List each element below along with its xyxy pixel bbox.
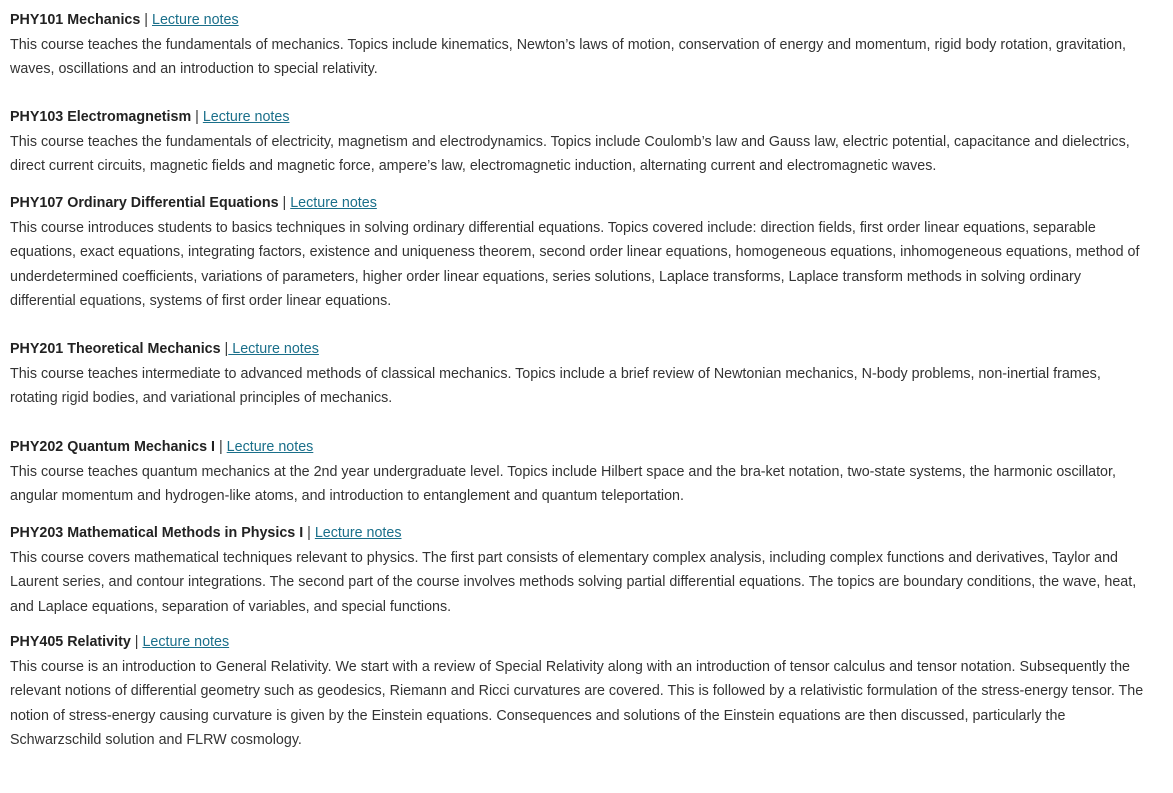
course-phy107	[10, 191, 1148, 314]
course-title: PHY101 Mechanics	[10, 12, 141, 28]
lecture-notes-link-phy107[interactable]: Lecture notes	[290, 195, 377, 211]
course-header	[10, 8, 1148, 33]
course-phy405	[10, 630, 1148, 753]
course-title: PHY107 Ordinary Differential Equations	[10, 195, 279, 211]
course-description: This course teaches intermediate to advanced methods of classical mechanics. Topics include a brief review of Newtonian mechanics, N-body problems, non-inertial frames, rotating rigid bodies, and variational principles of mechanics.	[10, 365, 1101, 406]
separator: |	[278, 195, 291, 211]
course-description: This course covers mathematical techniques relevant to physics. The first part consists of elementary complex analysis, including complex functions and derivatives, Taylor and Laurent series, and contour integrations. The second part of the course involves methods solving partial differential equations. The topics are boundary conditions, the wave, heat, and Laplace equations, separation of variables, and special functions.	[10, 549, 1137, 615]
course-title: PHY405 Relativity	[10, 634, 131, 650]
course-description: This course teaches the fundamentals of mechanics. Topics include kinematics, Newton’s laws of motion, conservation of energy and momentum, rigid body rotation, gravitation, waves, oscillations and an introduction to special relativity.	[10, 36, 1126, 77]
course-phy201	[10, 337, 1148, 411]
separator: |	[215, 439, 227, 455]
course-phy101	[10, 8, 1148, 82]
course-description: This course teaches quantum mechanics at the 2nd year undergraduate level. Topics include Hilbert space and the bra-ket notation, two-state systems, the harmonic oscillator, angular momentum and hydrogen-like atoms, and introduction to entanglement and quantum teleportation.	[10, 463, 1116, 504]
separator: |	[130, 634, 143, 650]
course-phy103	[10, 105, 1148, 179]
course-description: This course is an introduction to General Relativity. We start with a review of Special Relativity along with an introduction of tensor calculus and tensor notation. Subsequently the relevant notions of differential geometry such as geodesics, Riemann and Ricci curvatures are covered. This is followed by a relativistic formulation of the stress-energy tensor. The notion of stress-energy causing curvature is given by the Einstein equations. Consequences and solutions of the Einstein equations are then discussed, particularly the Schwarzschild solution and FLRW cosmology.	[10, 658, 1144, 748]
course-header	[10, 191, 1148, 216]
course-phy202	[10, 435, 1148, 509]
separator: |	[191, 109, 203, 125]
course-title: PHY202 Quantum Mechanics I	[10, 439, 215, 455]
lecture-notes-link-phy101[interactable]: Lecture notes	[152, 12, 239, 28]
course-header	[10, 630, 1148, 655]
separator: |	[140, 12, 152, 28]
course-description: This course introduces students to basics techniques in solving ordinary differential equations. Topics covered include: direction fields, first order linear equations, separable equations, exact equations, integrating factors, existence and uniqueness theorem, second order linear equations, homogeneous equations, inhomogeneous equations, method of underdetermined coefficients, variations of parameters, higher order linear equations, series solutions, Laplace transforms, Laplace transform methods in solving ordinary differential equations, systems of first order linear equations.	[10, 219, 1140, 309]
course-header	[10, 337, 1148, 362]
course-header	[10, 521, 1148, 546]
course-description: This course teaches the fundamentals of electricity, magnetism and electrodynamics. Topics include Coulomb’s law and Gauss law, electric potential, capacitance and dielectrics, direct current circuits, magnetic fields and magnetic force, ampere’s law, electromagnetic induction, alternating current and electromagnetic waves.	[10, 133, 1130, 174]
separator: |	[220, 341, 229, 357]
course-header	[10, 105, 1148, 130]
separator: |	[303, 525, 315, 541]
lecture-notes-link-phy201[interactable]: Lecture notes	[228, 341, 319, 357]
course-title: PHY203 Mathematical Methods in Physics I	[10, 525, 304, 541]
course-title: PHY103 Electromagnetism	[10, 109, 192, 125]
lecture-notes-link-phy203[interactable]: Lecture notes	[314, 525, 402, 541]
course-title: PHY201 Theoretical Mechanics	[10, 341, 221, 357]
lecture-notes-link-phy202[interactable]: Lecture notes	[226, 439, 314, 455]
course-phy203	[10, 521, 1148, 619]
lecture-notes-link-phy103[interactable]: Lecture notes	[202, 109, 290, 125]
course-header	[10, 435, 1148, 460]
lecture-notes-link-phy405[interactable]: Lecture notes	[142, 634, 230, 650]
